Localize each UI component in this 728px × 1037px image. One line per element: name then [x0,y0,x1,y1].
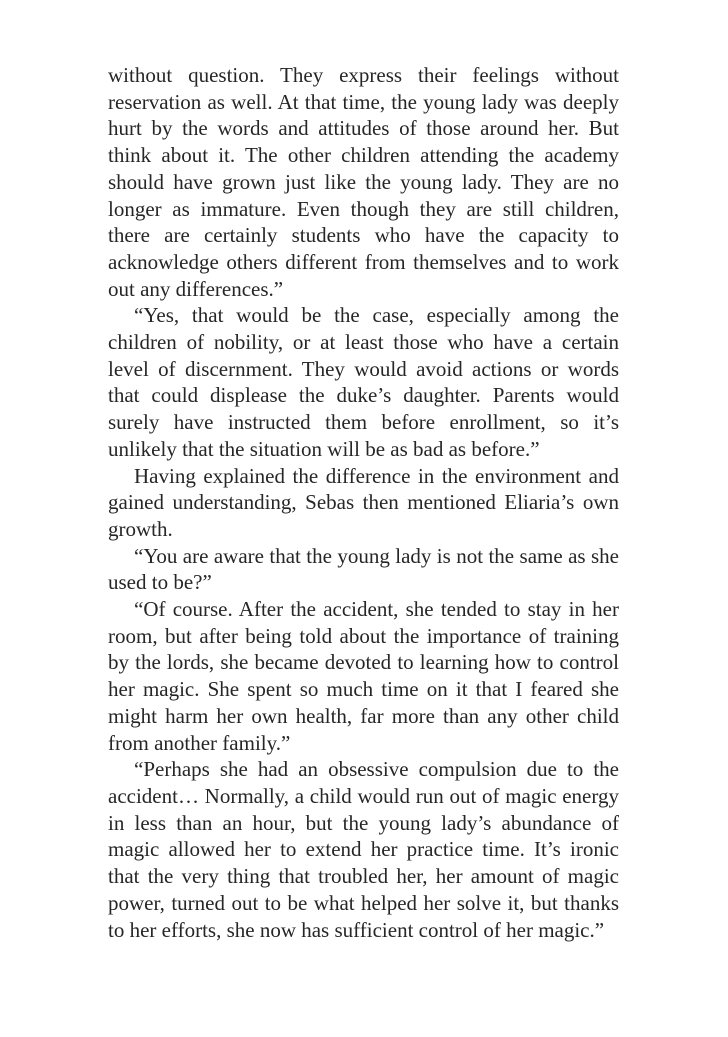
paragraph: Having explained the difference in the environment and gained understanding, Sebas then mentioned Eliaria’s own growth. [108,463,619,541]
paragraph: “Perhaps she had an obsessive compulsion due to the accident… Normally, a child would run out of magic energy in less than an hour, but the young lady’s abundance of magic allowed her to extend her practice time. It’s ironic that the very thing that troubled her, her amount of magic power, turned out to be what helped her solve it, but thanks to her efforts, she now has sufficient control of her magic.” [108,757,619,942]
paragraph: “You are aware that the young lady is not the same as she used to be?” [108,543,619,595]
paragraph: “Yes, that would be the case, especially among the children of nobility, or at least those who have a certain level of discernment. They would avoid actions or words that could displease the duke’s daughter. Parents would surely have instructed them before enrollment, so it’s unlikely that the situation will be as bad as before.” [108,303,619,461]
book-page [108,62,619,943]
paragraph: “Of course. After the accident, she tended to stay in her room, but after being told about the importance of training by the lords, she became devoted to learning how to control her magic. She spent so much time on it that I feared she might harm her own health, far more than any other child from another family.” [108,597,619,755]
paragraph: without question. They express their feelings without reservation as well. At that time, the young lady was deeply hurt by the words and attitudes of those around her. But think about it. The other children attending the academy should have grown just like the young lady. They are no longer as immature. Even though they are still children, there are certainly students who have the capacity to acknowledge others different from themselves and to work out any differences.” [108,63,619,301]
